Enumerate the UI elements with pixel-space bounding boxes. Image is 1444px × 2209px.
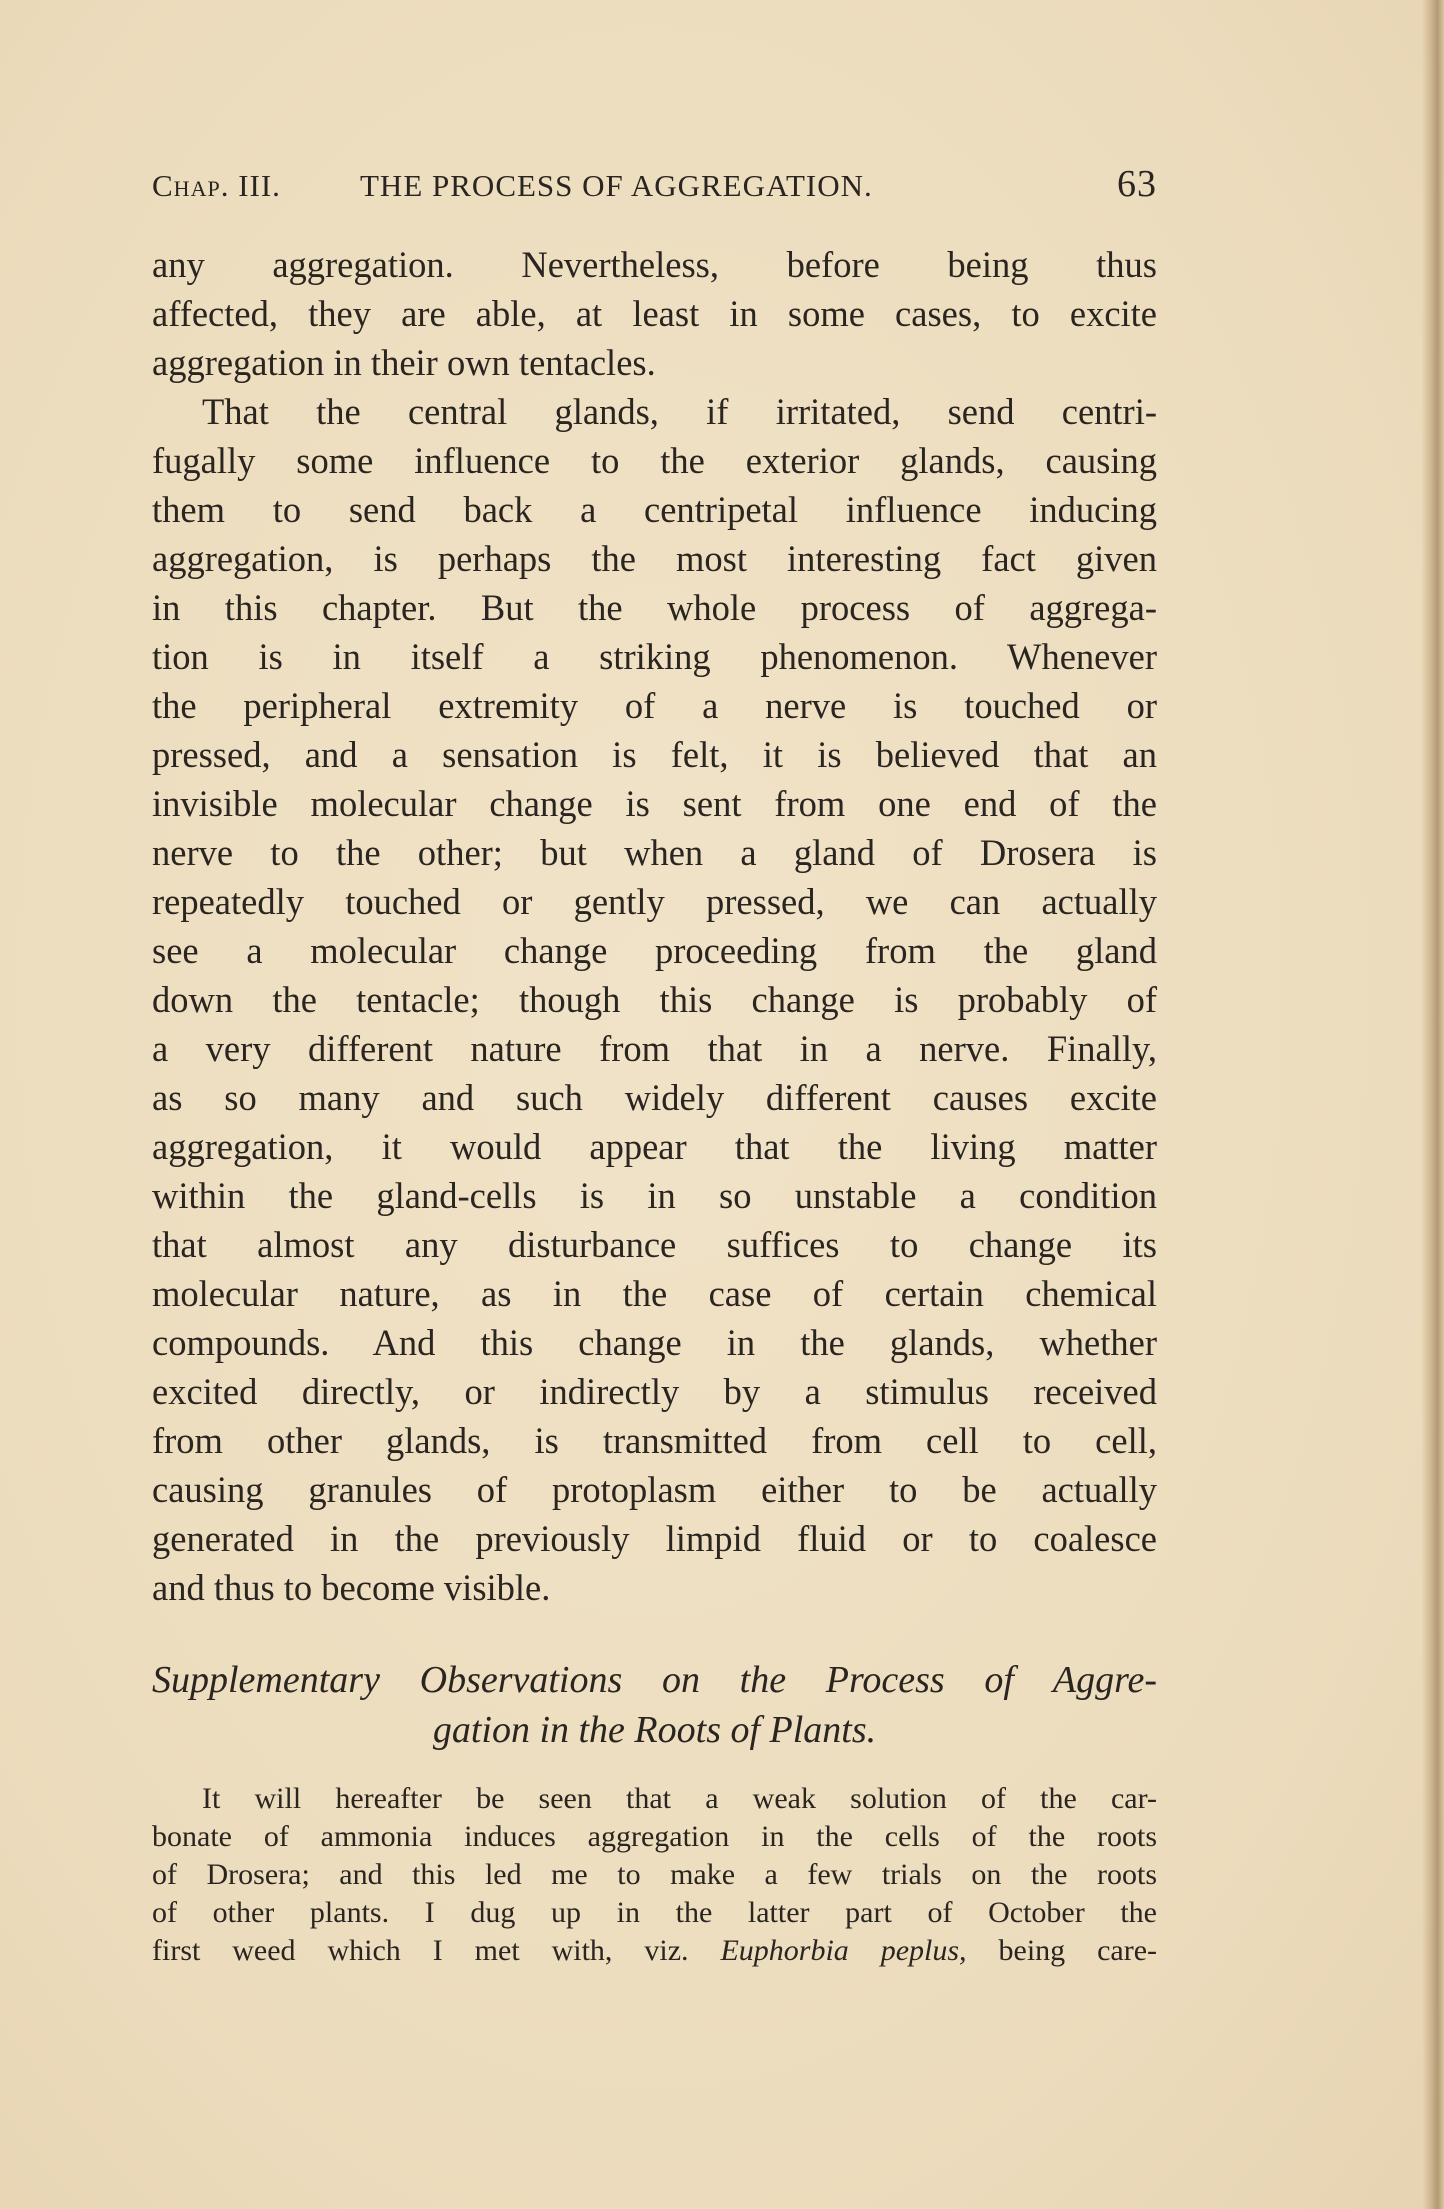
chapter-title: THE PROCESS OF AGGREGATION. <box>360 168 873 203</box>
text-line: compounds. And this change in the glands, whether <box>152 1322 1157 1363</box>
text-line: of Drosera; and this led me to make a few trials on the roots <box>152 1858 1157 1891</box>
text-line: them to send back a centripetal influence inducing <box>152 489 1157 530</box>
text-line <box>152 1932 1157 1970</box>
chapter-label: Chap. III. <box>152 168 281 203</box>
section-paragraph <box>152 1780 1157 1970</box>
page-edge <box>1422 0 1444 2209</box>
paragraph-2 <box>152 387 1157 1612</box>
text-line: That the central glands, if irritated, send centri- <box>202 391 1157 432</box>
text-line: invisible molecular change is sent from one end of the <box>152 783 1157 824</box>
species-name: Euphorbia peplus, <box>720 1934 967 1967</box>
text-line: nerve to the other; but when a gland of Drosera is <box>152 832 1157 873</box>
text-line: of other plants. I dug up in the latter part of October the <box>152 1896 1157 1929</box>
text-line: pressed, and a sensation is felt, it is believed that an <box>152 734 1157 775</box>
text-line: tion is in itself a striking phenomenon. Whenever <box>152 636 1157 677</box>
text-line: molecular nature, as in the case of certain chemical <box>152 1273 1157 1314</box>
text-line: within the gland-cells is in so unstable a condition <box>152 1175 1157 1216</box>
text-line: any aggregation. Nevertheless, before being thus <box>152 244 1157 285</box>
text-line: affected, they are able, at least in some cases, to excite <box>152 293 1157 334</box>
text-line: aggregation, is perhaps the most interesting fact given <box>152 538 1157 579</box>
text-line: and thus to become visible. <box>152 1567 551 1608</box>
text-line: see a molecular change proceeding from the gland <box>152 930 1157 971</box>
text-line: from other glands, is transmitted from cell to cell, <box>152 1420 1157 1461</box>
heading-line-2: gation in the Roots of Plants. <box>432 1709 877 1751</box>
text-line: bonate of ammonia induces aggregation in the cells of the roots <box>152 1820 1157 1853</box>
text-line: repeatedly touched or gently pressed, we can actually <box>152 881 1157 922</box>
text-line: that almost any disturbance suffices to change its <box>152 1224 1157 1265</box>
text-line: down the tentacle; though this change is probably of <box>152 979 1157 1020</box>
text-line: It will hereafter be seen that a weak solution of the car- <box>202 1782 1157 1815</box>
text-line: as so many and such widely different causes excite <box>152 1077 1157 1118</box>
text-fragment: being care- <box>998 1934 1158 1967</box>
text-line: causing granules of protoplasm either to be actually <box>152 1469 1157 1510</box>
page-number: 63 <box>1117 163 1157 205</box>
text-line: in this chapter. But the whole process of aggrega- <box>152 587 1157 628</box>
heading-line-1: Supplementary Observations on the Process of Aggre- <box>152 1659 1157 1701</box>
text-line: aggregation in their own tentacles. <box>152 342 656 383</box>
text-fragment: first weed which I met with, viz. <box>152 1934 689 1967</box>
text-line: a very different nature from that in a nerve. Finally, <box>152 1028 1157 1069</box>
section-heading <box>152 1655 1157 1755</box>
paragraph-1 <box>152 240 1157 387</box>
text-line: excited directly, or indirectly by a stimulus received <box>152 1371 1157 1412</box>
text-line: the peripheral extremity of a nerve is touched or <box>152 685 1157 726</box>
text-line: generated in the previously limpid fluid or to coalesce <box>152 1518 1157 1559</box>
running-header <box>152 162 1157 212</box>
text-line: fugally some influence to the exterior glands, causing <box>152 440 1157 481</box>
body-text <box>152 240 1157 1612</box>
text-line: aggregation, it would appear that the living matter <box>152 1126 1157 1167</box>
